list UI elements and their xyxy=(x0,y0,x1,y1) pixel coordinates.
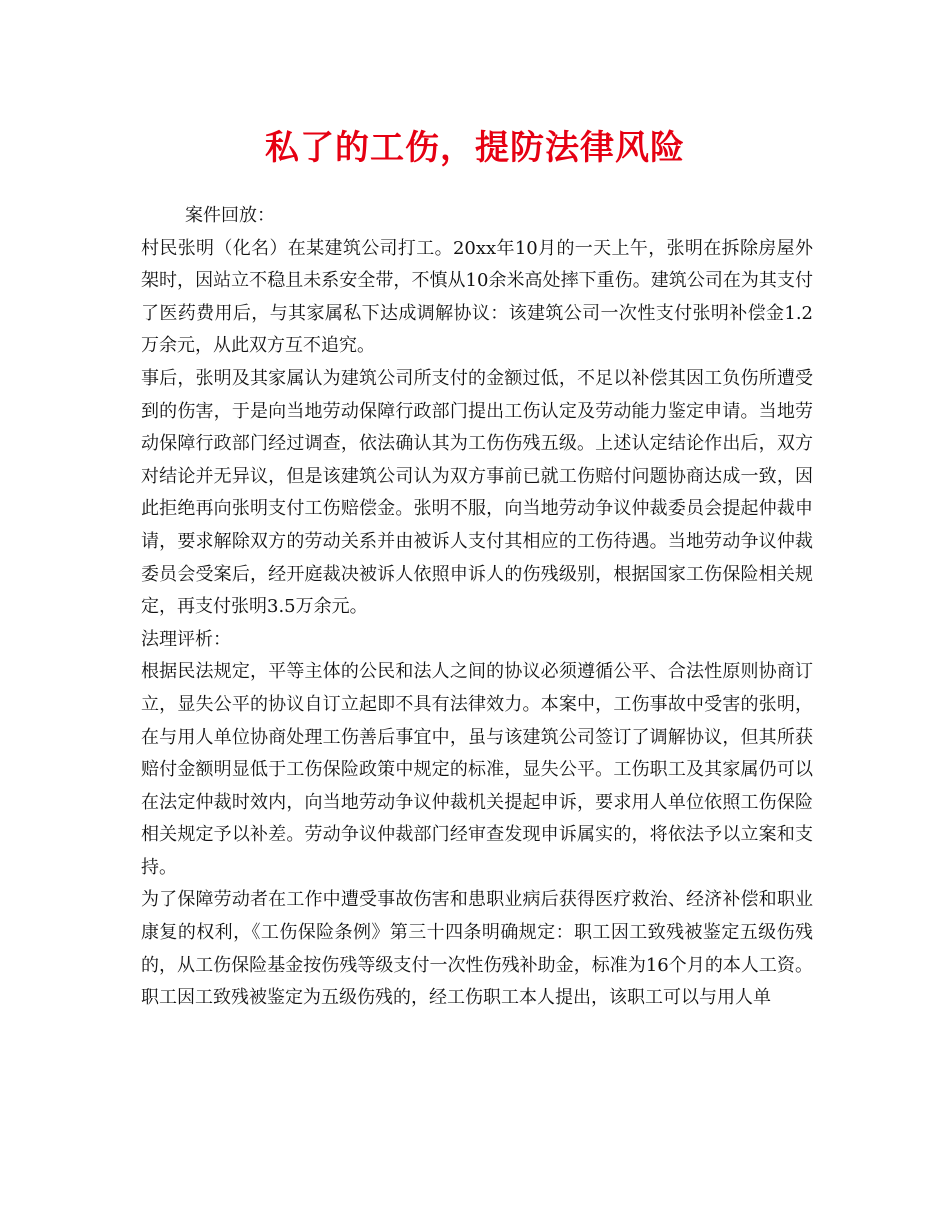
paragraph-case-outcome: 事后，张明及其家属认为建筑公司所支付的金额过低，不足以补偿其因工负伤所遭受到的伤害，于是向当地劳动保障行政部门提出工伤认定及劳动能力鉴定申请。当地劳动保障行政部门经过调查，依法确认其为工伤伤残五级。上述认定结论作出后，双方对结论并无异议，但是该建筑公司认为双方事前已就工伤赔付问题协商达成一致，因此拒绝再向张明支付工伤赔偿金。张明不服，向当地劳动争议仲裁委员会提起仲裁申请，要求解除双方的劳动关系并由被诉人支付其相应的工伤待遇。当地劳动争议仲裁委员会受案后，经开庭裁决被诉人依照申诉人的伤残级别，根据国家工伤保险相关规定，再支付张明3.5万余元。 xyxy=(141,367,813,618)
document-body xyxy=(141,200,813,1015)
section-heading-analysis: 法理评析： xyxy=(141,628,231,650)
section-heading-case: 案件回放： xyxy=(185,205,275,226)
paragraph-case-summary: 村民张明（化名）在某建筑公司打工。20xx年10月的一天上午，张明在拆除房屋外架时，因站立不稳且未系安全带，不慎从10余米高处摔下重伤。建筑公司在为其支付了医药费用后，与其家属私下达成调解协议：该建筑公司一次性支付张明补偿金1.2万余元，从此双方互不追究。 xyxy=(141,237,813,357)
paragraph-regulation: 为了保障劳动者在工作中遭受事故伤害和患职业病后获得医疗救治、经济补偿和职业康复的权利，《工伤保险条例》第三十四条明确规定：职工因工致残被鉴定五级伤残的，从工伤保险基金按伤残等级支付一次性伤残补助金，标准为16个月的本人工资。职工因工致残被鉴定为五级伤残的，经工伤职工本人提出，该职工可以与用人单 xyxy=(141,889,813,1009)
document-title: 私了的工伤，提防法律风险 xyxy=(265,128,685,168)
paragraph-legal-analysis: 根据民法规定，平等主体的公民和法人之间的协议必须遵循公平、合法性原则协商订立，显失公平的协议自订立起即不具有法律效力。本案中，工伤事故中受害的张明，在与用人单位协商处理工伤善后事宜中，虽与该建筑公司签订了调解协议，但其所获赔付金额明显低于工伤保险政策中规定的标准，显失公平。工伤职工及其家属仍可以在法定仲裁时效内，向当地劳动争议仲裁机关提起申诉，要求用人单位依照工伤保险相关规定予以补差。劳动争议仲裁部门经审查发现申诉属实的，将依法予以立案和支持。 xyxy=(141,661,813,878)
